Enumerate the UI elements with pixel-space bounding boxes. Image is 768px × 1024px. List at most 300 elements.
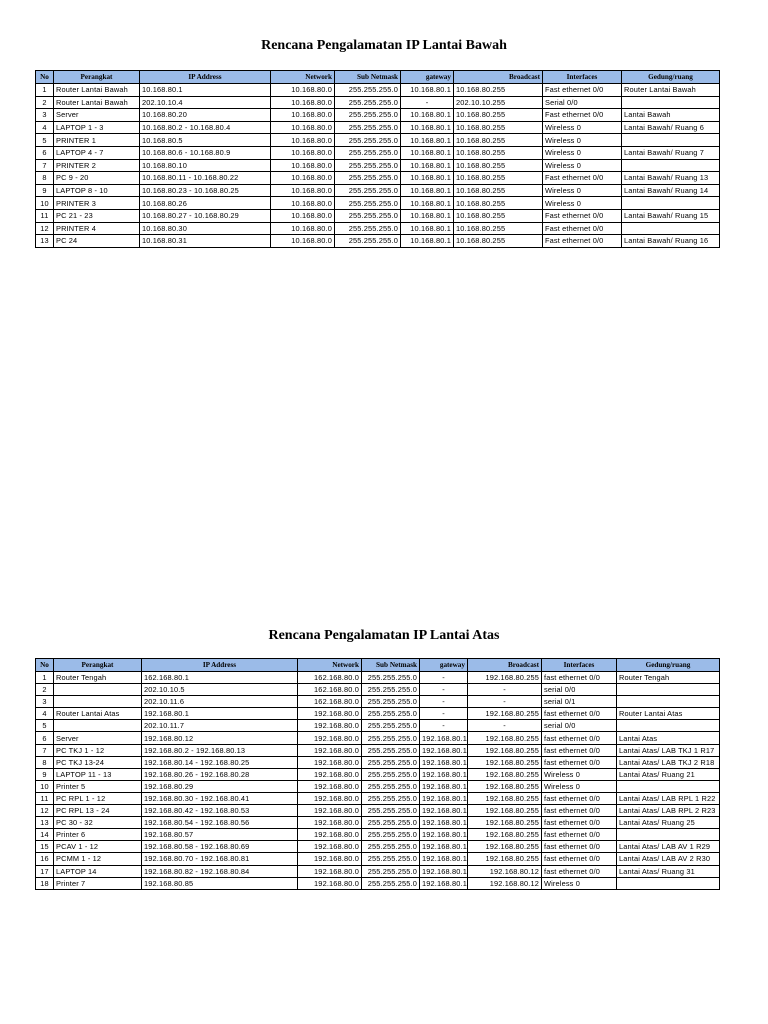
- cell-gateway: 192.168.80.1: [420, 877, 468, 889]
- cell-network: 192.168.80.0: [298, 780, 362, 792]
- cell-sub-netmask: 255.255.255.0: [335, 84, 401, 97]
- cell-network: 10.168.80.0: [271, 172, 335, 185]
- cell-network: 192.168.80.0: [298, 817, 362, 829]
- cell-sub-netmask: 255.255.255.0: [362, 756, 420, 768]
- cell-no: 6: [36, 146, 54, 159]
- header-perangkat: Perangkat: [54, 659, 142, 672]
- cell-gedung-ruang: Lantai Atas/ Ruang 31: [617, 865, 720, 877]
- cell-sub-netmask: 255.255.255.0: [362, 841, 420, 853]
- cell-sub-netmask: 255.255.255.0: [335, 159, 401, 172]
- cell-gateway: 192.168.80.1: [420, 817, 468, 829]
- cell-perangkat: PC 21 - 23: [54, 209, 140, 222]
- cell-gedung-ruang: Lantai Atas/ LAB TKJ 2 R18: [617, 756, 720, 768]
- cell-no: 18: [36, 877, 54, 889]
- cell-broadcast: 10.168.80.255: [454, 109, 543, 122]
- cell-network: 192.168.80.0: [298, 841, 362, 853]
- cell-gedung-ruang: Router Lantai Bawah: [622, 84, 720, 97]
- cell-interfaces: fast ethernet 0/0: [542, 744, 617, 756]
- cell-interfaces: Wireless 0: [543, 184, 622, 197]
- cell-sub-netmask: 255.255.255.0: [362, 696, 420, 708]
- cell-sub-netmask: 255.255.255.0: [335, 121, 401, 134]
- cell-perangkat: Printer 6: [54, 829, 142, 841]
- cell-gateway: 192.168.80.1: [420, 780, 468, 792]
- cell-network: 10.168.80.0: [271, 235, 335, 248]
- cell-broadcast: 10.168.80.255: [454, 235, 543, 248]
- cell-no: 12: [36, 805, 54, 817]
- header-gateway: gateway: [401, 71, 454, 84]
- cell-broadcast: 192.168.80.255: [468, 732, 542, 744]
- cell-network: 192.168.80.0: [298, 853, 362, 865]
- cell-perangkat: Router Tengah: [54, 672, 142, 684]
- cell-gedung-ruang: Lantai Atas/ Ruang 21: [617, 768, 720, 780]
- cell-no: 1: [36, 84, 54, 97]
- cell-network: 10.168.80.0: [271, 159, 335, 172]
- cell-sub-netmask: 255.255.255.0: [362, 865, 420, 877]
- cell-interfaces: serial 0/1: [542, 696, 617, 708]
- table-row: [36, 865, 720, 877]
- cell-no: 16: [36, 853, 54, 865]
- cell-interfaces: fast ethernet 0/0: [542, 829, 617, 841]
- table-row: [36, 877, 720, 889]
- cell-ip-address: 10.168.80.31: [140, 235, 271, 248]
- cell-gateway: 10.168.80.1: [401, 197, 454, 210]
- cell-broadcast: 10.168.80.255: [454, 197, 543, 210]
- cell-gedung-ruang: [617, 696, 720, 708]
- cell-broadcast: 10.168.80.255: [454, 159, 543, 172]
- cell-gedung-ruang: [622, 96, 720, 109]
- cell-perangkat: Server: [54, 732, 142, 744]
- cell-broadcast: 10.168.80.255: [454, 222, 543, 235]
- header-ip-address: IP Address: [142, 659, 298, 672]
- cell-perangkat: LAPTOP 1 - 3: [54, 121, 140, 134]
- cell-sub-netmask: 255.255.255.0: [362, 877, 420, 889]
- cell-broadcast: 192.168.80.255: [468, 841, 542, 853]
- cell-network: 10.168.80.0: [271, 96, 335, 109]
- cell-broadcast: 202.10.10.255: [454, 96, 543, 109]
- cell-gateway: 192.168.80.1: [420, 865, 468, 877]
- cell-ip-address: 192.168.80.70 - 192.168.80.81: [142, 853, 298, 865]
- cell-no: 11: [36, 792, 54, 804]
- cell-broadcast: 192.168.80.255: [468, 805, 542, 817]
- table-row: [36, 184, 720, 197]
- cell-ip-address: 10.168.80.1: [140, 84, 271, 97]
- cell-gedung-ruang: Lantai Atas/ LAB RPL 2 R23: [617, 805, 720, 817]
- cell-interfaces: fast ethernet 0/0: [542, 756, 617, 768]
- cell-interfaces: Wireless 0: [543, 121, 622, 134]
- cell-sub-netmask: 255.255.255.0: [335, 184, 401, 197]
- table-row: [36, 96, 720, 109]
- cell-no: 9: [36, 768, 54, 780]
- cell-perangkat: PRINTER 3: [54, 197, 140, 210]
- cell-gedung-ruang: Lantai Atas/ Ruang 25: [617, 817, 720, 829]
- cell-ip-address: 10.168.80.11 - 10.168.80.22: [140, 172, 271, 185]
- cell-gateway: 10.168.80.1: [401, 84, 454, 97]
- cell-interfaces: Fast ethernet 0/0: [543, 235, 622, 248]
- cell-gateway: 192.168.80.1: [420, 805, 468, 817]
- cell-interfaces: fast ethernet 0/0: [542, 708, 617, 720]
- cell-network: 10.168.80.0: [271, 197, 335, 210]
- cell-broadcast: 192.168.80.255: [468, 829, 542, 841]
- cell-perangkat: Server: [54, 109, 140, 122]
- cell-network: 10.168.80.0: [271, 209, 335, 222]
- cell-ip-address: 192.168.80.29: [142, 780, 298, 792]
- cell-ip-address: 10.168.80.30: [140, 222, 271, 235]
- table-row: [36, 841, 720, 853]
- table-row: [36, 209, 720, 222]
- cell-broadcast: 192.168.80.255: [468, 672, 542, 684]
- cell-no: 1: [36, 672, 54, 684]
- cell-network: 192.168.80.0: [298, 708, 362, 720]
- cell-network: 10.168.80.0: [271, 184, 335, 197]
- table-row: [36, 684, 720, 696]
- cell-no: 3: [36, 109, 54, 122]
- cell-network: 10.168.80.0: [271, 121, 335, 134]
- cell-network: 162.168.80.0: [298, 696, 362, 708]
- table-row: [36, 829, 720, 841]
- cell-gedung-ruang: Lantai Bawah/ Ruang 6: [622, 121, 720, 134]
- cell-broadcast: -: [468, 696, 542, 708]
- cell-sub-netmask: 255.255.255.0: [335, 172, 401, 185]
- cell-ip-address: 192.168.80.54 - 192.168.80.56: [142, 817, 298, 829]
- cell-interfaces: fast ethernet 0/0: [542, 672, 617, 684]
- cell-ip-address: 192.168.80.85: [142, 877, 298, 889]
- cell-sub-netmask: 255.255.255.0: [362, 720, 420, 732]
- cell-network: 192.168.80.0: [298, 720, 362, 732]
- cell-sub-netmask: 255.255.255.0: [362, 829, 420, 841]
- cell-gateway: -: [420, 672, 468, 684]
- cell-gateway: 10.168.80.1: [401, 109, 454, 122]
- table-row: [36, 84, 720, 97]
- cell-network: 192.168.80.0: [298, 744, 362, 756]
- table-row: [36, 708, 720, 720]
- header-ip-address: IP Address: [140, 71, 271, 84]
- cell-sub-netmask: 255.255.255.0: [362, 684, 420, 696]
- cell-sub-netmask: 255.255.255.0: [335, 146, 401, 159]
- cell-interfaces: fast ethernet 0/0: [542, 792, 617, 804]
- cell-no: 7: [36, 744, 54, 756]
- cell-gateway: -: [420, 708, 468, 720]
- header-gateway: gateway: [420, 659, 468, 672]
- cell-gateway: -: [420, 696, 468, 708]
- cell-interfaces: fast ethernet 0/0: [542, 805, 617, 817]
- cell-ip-address: 192.168.80.1: [142, 708, 298, 720]
- cell-no: 13: [36, 817, 54, 829]
- cell-perangkat: PC TKJ 1 - 12: [54, 744, 142, 756]
- table-body: [36, 672, 720, 890]
- header-gedung-ruang: Gedung/ruang: [617, 659, 720, 672]
- cell-network: 192.168.80.0: [298, 877, 362, 889]
- cell-ip-address: 10.168.80.6 - 10.168.80.9: [140, 146, 271, 159]
- cell-perangkat: PC 9 - 20: [54, 172, 140, 185]
- cell-gateway: 10.168.80.1: [401, 159, 454, 172]
- ip-table-lantai-atas: [35, 658, 720, 890]
- cell-ip-address: 10.168.80.27 - 10.168.80.29: [140, 209, 271, 222]
- table-row: [36, 805, 720, 817]
- cell-no: 6: [36, 732, 54, 744]
- header-network: Network: [298, 659, 362, 672]
- cell-broadcast: 10.168.80.255: [454, 84, 543, 97]
- header-broadcast: Broadcast: [454, 71, 543, 84]
- table-row: [36, 109, 720, 122]
- cell-no: 4: [36, 708, 54, 720]
- cell-gateway: 192.168.80.1: [420, 841, 468, 853]
- cell-ip-address: 192.168.80.82 - 192.168.80.84: [142, 865, 298, 877]
- cell-gateway: 192.168.80.1: [420, 792, 468, 804]
- cell-network: 10.168.80.0: [271, 109, 335, 122]
- cell-interfaces: Fast ethernet 0/0: [543, 222, 622, 235]
- cell-ip-address: 192.168.80.42 - 192.168.80.53: [142, 805, 298, 817]
- cell-interfaces: Fast ethernet 0/0: [543, 84, 622, 97]
- cell-gateway: -: [401, 96, 454, 109]
- table-title-lantai-bawah: Rencana Pengalamatan IP Lantai Bawah: [261, 38, 507, 53]
- cell-ip-address: 192.168.80.12: [142, 732, 298, 744]
- cell-gateway: 10.168.80.1: [401, 121, 454, 134]
- cell-network: 10.168.80.0: [271, 222, 335, 235]
- header-gedung-ruang: Gedung/ruang: [622, 71, 720, 84]
- cell-ip-address: 202.10.10.4: [140, 96, 271, 109]
- cell-interfaces: Serial 0/0: [543, 96, 622, 109]
- cell-gedung-ruang: Lantai Atas/ LAB AV 2 R30: [617, 853, 720, 865]
- cell-broadcast: -: [468, 720, 542, 732]
- cell-network: 162.168.80.0: [298, 672, 362, 684]
- cell-gedung-ruang: [622, 134, 720, 147]
- cell-no: 9: [36, 184, 54, 197]
- cell-sub-netmask: 255.255.255.0: [362, 744, 420, 756]
- cell-gateway: 10.168.80.1: [401, 172, 454, 185]
- cell-sub-netmask: 255.255.255.0: [335, 109, 401, 122]
- cell-no: 7: [36, 159, 54, 172]
- cell-sub-netmask: 255.255.255.0: [335, 134, 401, 147]
- cell-no: 11: [36, 209, 54, 222]
- cell-interfaces: Wireless 0: [542, 780, 617, 792]
- cell-gateway: 10.168.80.1: [401, 235, 454, 248]
- cell-network: 192.168.80.0: [298, 805, 362, 817]
- cell-broadcast: 192.168.80.255: [468, 780, 542, 792]
- table-row: [36, 817, 720, 829]
- cell-gateway: 10.168.80.1: [401, 222, 454, 235]
- cell-no: 5: [36, 720, 54, 732]
- cell-gateway: -: [420, 684, 468, 696]
- cell-interfaces: Fast ethernet 0/0: [543, 109, 622, 122]
- cell-ip-address: 10.168.80.26: [140, 197, 271, 210]
- cell-sub-netmask: 255.255.255.0: [335, 96, 401, 109]
- table-row: [36, 732, 720, 744]
- cell-gedung-ruang: Lantai Atas/ LAB RPL 1 R22: [617, 792, 720, 804]
- cell-broadcast: 192.168.80.255: [468, 756, 542, 768]
- table-row: [36, 146, 720, 159]
- cell-network: 162.168.80.0: [298, 684, 362, 696]
- cell-sub-netmask: 255.255.255.0: [362, 805, 420, 817]
- cell-perangkat: Printer 5: [54, 780, 142, 792]
- header-network: Network: [271, 71, 335, 84]
- cell-network: 192.168.80.0: [298, 768, 362, 780]
- cell-perangkat: Printer 7: [54, 877, 142, 889]
- cell-interfaces: fast ethernet 0/0: [542, 865, 617, 877]
- cell-sub-netmask: 255.255.255.0: [362, 672, 420, 684]
- cell-ip-address: 192.168.80.30 - 192.168.80.41: [142, 792, 298, 804]
- cell-perangkat: PRINTER 4: [54, 222, 140, 235]
- cell-sub-netmask: 255.255.255.0: [362, 780, 420, 792]
- cell-no: 10: [36, 197, 54, 210]
- cell-gateway: 10.168.80.1: [401, 134, 454, 147]
- cell-no: 17: [36, 865, 54, 877]
- header-broadcast: Broadcast: [468, 659, 542, 672]
- cell-gedung-ruang: Lantai Bawah/ Ruang 14: [622, 184, 720, 197]
- cell-network: 192.168.80.0: [298, 756, 362, 768]
- cell-gedung-ruang: [617, 720, 720, 732]
- table-row: [36, 696, 720, 708]
- cell-perangkat: [54, 696, 142, 708]
- section-lantai-bawah: [0, 38, 768, 246]
- cell-ip-address: 192.168.80.14 - 192.168.80.25: [142, 756, 298, 768]
- cell-network: 10.168.80.0: [271, 84, 335, 97]
- table-header-row: [36, 659, 720, 672]
- cell-broadcast: 192.168.80.255: [468, 792, 542, 804]
- table-body: [36, 84, 720, 248]
- cell-network: 192.168.80.0: [298, 865, 362, 877]
- cell-ip-address: 192.168.80.2 - 192.168.80.13: [142, 744, 298, 756]
- cell-perangkat: LAPTOP 8 - 10: [54, 184, 140, 197]
- table-title-lantai-atas: Rencana Pengalamatan IP Lantai Atas: [268, 628, 500, 643]
- cell-interfaces: fast ethernet 0/0: [542, 853, 617, 865]
- cell-sub-netmask: 255.255.255.0: [335, 197, 401, 210]
- cell-gedung-ruang: [622, 197, 720, 210]
- cell-perangkat: PCAV 1 - 12: [54, 841, 142, 853]
- cell-no: 8: [36, 172, 54, 185]
- cell-ip-address: 202.10.10.5: [142, 684, 298, 696]
- cell-no: 10: [36, 780, 54, 792]
- cell-no: 12: [36, 222, 54, 235]
- cell-perangkat: [54, 720, 142, 732]
- table-row: [36, 756, 720, 768]
- cell-gedung-ruang: [622, 159, 720, 172]
- cell-broadcast: 192.168.80.12: [468, 877, 542, 889]
- cell-broadcast: 10.168.80.255: [454, 146, 543, 159]
- cell-broadcast: -: [468, 684, 542, 696]
- cell-perangkat: [54, 684, 142, 696]
- cell-interfaces: serial 0/0: [542, 684, 617, 696]
- table-row: [36, 744, 720, 756]
- cell-no: 5: [36, 134, 54, 147]
- table-row: [36, 720, 720, 732]
- cell-perangkat: PC RPL 13 - 24: [54, 805, 142, 817]
- cell-ip-address: 202.10.11.7: [142, 720, 298, 732]
- header-sub-netmask: Sub Netmask: [362, 659, 420, 672]
- cell-sub-netmask: 255.255.255.0: [362, 768, 420, 780]
- cell-gedung-ruang: Lantai Bawah/ Ruang 16: [622, 235, 720, 248]
- cell-perangkat: Router Lantai Bawah: [54, 96, 140, 109]
- cell-no: 2: [36, 96, 54, 109]
- cell-interfaces: Wireless 0: [542, 877, 617, 889]
- section-lantai-atas: [0, 628, 768, 888]
- cell-interfaces: fast ethernet 0/0: [542, 841, 617, 853]
- cell-no: 15: [36, 841, 54, 853]
- cell-broadcast: 10.168.80.255: [454, 172, 543, 185]
- cell-gateway: 10.168.80.1: [401, 146, 454, 159]
- cell-gateway: -: [420, 720, 468, 732]
- cell-perangkat: LAPTOP 11 - 13: [54, 768, 142, 780]
- cell-ip-address: 192.168.80.26 - 192.168.80.28: [142, 768, 298, 780]
- cell-network: 192.168.80.0: [298, 792, 362, 804]
- cell-perangkat: PCMM 1 - 12: [54, 853, 142, 865]
- cell-gedung-ruang: Lantai Bawah/ Ruang 7: [622, 146, 720, 159]
- table-row: [36, 792, 720, 804]
- cell-ip-address: 202.10.11.6: [142, 696, 298, 708]
- cell-sub-netmask: 255.255.255.0: [335, 222, 401, 235]
- cell-network: 192.168.80.0: [298, 732, 362, 744]
- cell-broadcast: 192.168.80.255: [468, 768, 542, 780]
- cell-interfaces: Wireless 0: [543, 159, 622, 172]
- cell-sub-netmask: 255.255.255.0: [362, 792, 420, 804]
- table-row: [36, 134, 720, 147]
- cell-gedung-ruang: Lantai Atas: [617, 732, 720, 744]
- cell-ip-address: 10.168.80.2 - 10.168.80.4: [140, 121, 271, 134]
- cell-broadcast: 192.168.80.255: [468, 708, 542, 720]
- header-sub-netmask: Sub Netmask: [335, 71, 401, 84]
- cell-interfaces: fast ethernet 0/0: [542, 817, 617, 829]
- table-header-row: [36, 71, 720, 84]
- cell-gateway: 192.168.80.1: [420, 853, 468, 865]
- cell-interfaces: Fast ethernet 0/0: [543, 209, 622, 222]
- cell-gateway: 10.168.80.1: [401, 209, 454, 222]
- cell-broadcast: 10.168.80.255: [454, 209, 543, 222]
- table-row: [36, 172, 720, 185]
- cell-perangkat: PRINTER 1: [54, 134, 140, 147]
- cell-interfaces: Wireless 0: [543, 134, 622, 147]
- cell-ip-address: 10.168.80.10: [140, 159, 271, 172]
- cell-gedung-ruang: Lantai Bawah: [622, 109, 720, 122]
- cell-interfaces: Fast ethernet 0/0: [543, 172, 622, 185]
- cell-interfaces: Wireless 0: [543, 146, 622, 159]
- cell-gateway: 192.168.80.1: [420, 768, 468, 780]
- header-perangkat: Perangkat: [54, 71, 140, 84]
- cell-sub-netmask: 255.255.255.0: [335, 235, 401, 248]
- cell-network: 10.168.80.0: [271, 146, 335, 159]
- cell-perangkat: LAPTOP 14: [54, 865, 142, 877]
- header-no: No: [36, 71, 54, 84]
- cell-perangkat: PC RPL 1 - 12: [54, 792, 142, 804]
- cell-ip-address: 192.168.80.57: [142, 829, 298, 841]
- cell-interfaces: Wireless 0: [543, 197, 622, 210]
- cell-gedung-ruang: Router Lantai Atas: [617, 708, 720, 720]
- cell-network: 192.168.80.0: [298, 829, 362, 841]
- cell-gedung-ruang: [617, 877, 720, 889]
- cell-broadcast: 10.168.80.255: [454, 184, 543, 197]
- cell-gateway: 192.168.80.1: [420, 744, 468, 756]
- cell-gedung-ruang: Lantai Bawah/ Ruang 15: [622, 209, 720, 222]
- cell-gateway: 192.168.80.1: [420, 756, 468, 768]
- table-row: [36, 780, 720, 792]
- cell-no: 14: [36, 829, 54, 841]
- cell-gedung-ruang: [622, 222, 720, 235]
- cell-broadcast: 192.168.80.255: [468, 744, 542, 756]
- header-interfaces: Interfaces: [543, 71, 622, 84]
- table-row: [36, 159, 720, 172]
- cell-gedung-ruang: [617, 829, 720, 841]
- cell-sub-netmask: 255.255.255.0: [362, 817, 420, 829]
- cell-interfaces: Wireless 0: [542, 768, 617, 780]
- table-row: [36, 235, 720, 248]
- cell-sub-netmask: 255.255.255.0: [362, 732, 420, 744]
- cell-perangkat: PRINTER 2: [54, 159, 140, 172]
- ip-table-lantai-bawah: [35, 70, 720, 248]
- header-interfaces: Interfaces: [542, 659, 617, 672]
- cell-perangkat: PC TKJ 13-24: [54, 756, 142, 768]
- table-row: [36, 853, 720, 865]
- cell-ip-address: 162.168.80.1: [142, 672, 298, 684]
- cell-no: 3: [36, 696, 54, 708]
- cell-gateway: 192.168.80.1: [420, 732, 468, 744]
